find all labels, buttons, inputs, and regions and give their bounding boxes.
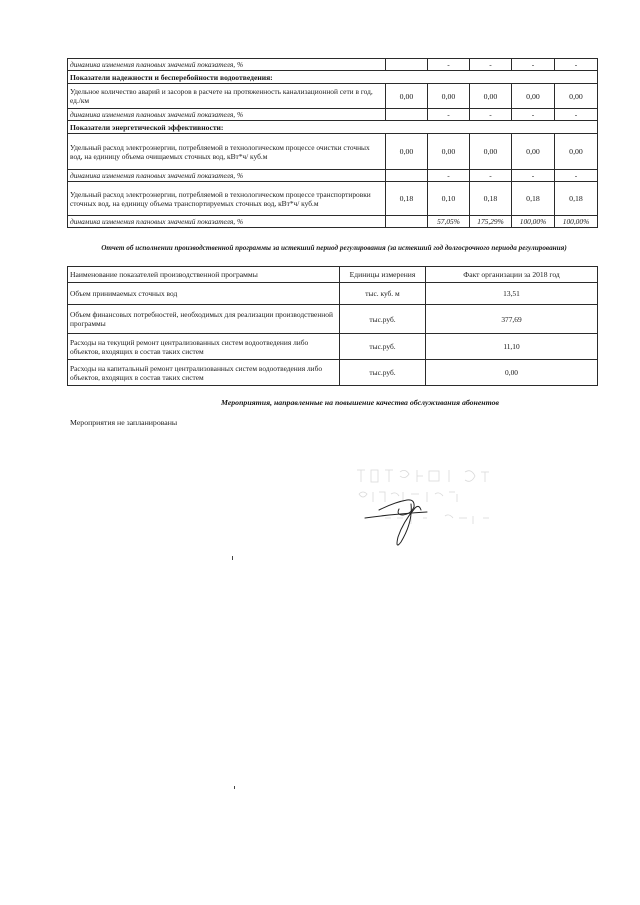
dynamics-label: динамика изменения плановых значений показателя, % <box>68 109 386 121</box>
measures-title: Мероприятия, направленные на повышение качества обслуживания абонентов <box>221 398 499 407</box>
table-header-row <box>68 267 598 283</box>
section-row <box>68 121 598 134</box>
indicator-unit: тыс.руб. <box>340 360 426 386</box>
section-row <box>68 71 598 84</box>
metric-label: Удельный расход электроэнергии, потребляемой в технологическом процессе очистки сточных вод, на единицу объема очищаемых сточных вод, кВт*ч/ куб.м <box>68 134 386 170</box>
indicator-value: 11,10 <box>426 334 598 360</box>
metric-row: Удельный расход электроэнергии, потребляемой в технологическом процессе транспортировки сточных вод, на единицу объема транспортируемых сточных вод, кВт*ч/ куб.м 0,18 0,10 0,18 0,18 0,18 <box>68 182 598 216</box>
report-title: Отчет об исполнении производственной программы за истекший период регулирования (за истекший год долгосрочного периода регулирования) <box>101 244 567 252</box>
production-program-table <box>67 266 598 386</box>
column-header: Единицы измерения <box>340 267 426 283</box>
measures-text: Мероприятия не запланированы <box>70 418 178 427</box>
metric-row: Удельное количество аварий и засоров в расчете на протяженность канализационной сети в год, ед./км 0,00 0,00 0,00 0,00 0,00 <box>68 84 598 109</box>
scan-speck <box>232 556 233 560</box>
section-heading-reliability: Показатели надежности и бесперебойности водоотведения: <box>68 71 598 84</box>
metric-row: Удельный расход электроэнергии, потребляемой в технологическом процессе очистки сточных вод, на единицу объема очищаемых сточных вод, кВт*ч/ куб.м 0,00 0,00 0,00 0,00 0,00 <box>68 134 598 170</box>
table-row <box>68 305 598 334</box>
dynamics-label: динамика изменения плановых значений показателя, % <box>68 170 386 182</box>
dynamics-label: динамика изменения плановых значений показателя, % <box>68 216 386 228</box>
signature <box>365 500 427 545</box>
table-row <box>68 283 598 305</box>
indicators-table <box>67 58 598 228</box>
dynamics-row: динамика изменения плановых значений показателя, % - - - - <box>68 59 598 71</box>
indicator-value: 377,69 <box>426 305 598 334</box>
indicator-name: Расходы на текущий ремонт централизованных систем водоотведения либо объектов, входящих в состав таких систем <box>68 334 340 360</box>
indicator-value: 13,51 <box>426 283 598 305</box>
indicator-unit: тыс.руб. <box>340 305 426 334</box>
metric-label: Удельный расход электроэнергии, потребляемой в технологическом процессе транспортировки сточных вод, на единицу объема транспортируемых сточных вод, кВт*ч/ куб.м <box>68 182 386 216</box>
dynamics-label: динамика изменения плановых значений показателя, % <box>68 59 386 71</box>
stamp-and-signature <box>345 458 525 568</box>
table-row <box>68 334 598 360</box>
indicator-name: Расходы на капитальный ремонт централизованных систем водоотведения либо объектов, входящих в состав таких систем <box>68 360 340 386</box>
indicator-name: Объем финансовых потребностей, необходимых для реализации производственной программы <box>68 305 340 334</box>
section-heading-energy: Показатели энергетической эффективности: <box>68 121 598 134</box>
faded-stamp <box>357 470 489 524</box>
indicator-name: Объем принимаемых сточных вод <box>68 283 340 305</box>
metric-label: Удельное количество аварий и засоров в расчете на протяженность канализационной сети в год, ед./км <box>68 84 386 109</box>
dynamics-row: динамика изменения плановых значений показателя, % 57,05% 175,29% 100,00% 100,00% <box>68 216 598 228</box>
table-row <box>68 360 598 386</box>
dynamics-row: динамика изменения плановых значений показателя, % - - - - <box>68 109 598 121</box>
column-header: Факт организации за 2018 год <box>426 267 598 283</box>
indicator-unit: тыс. куб. м <box>340 283 426 305</box>
column-header: Наименование показателей производственной программы <box>68 267 340 283</box>
indicator-value: 0,00 <box>426 360 598 386</box>
dynamics-row: динамика изменения плановых значений показателя, % - - - - <box>68 170 598 182</box>
indicator-unit: тыс.руб. <box>340 334 426 360</box>
scan-speck <box>234 786 235 789</box>
